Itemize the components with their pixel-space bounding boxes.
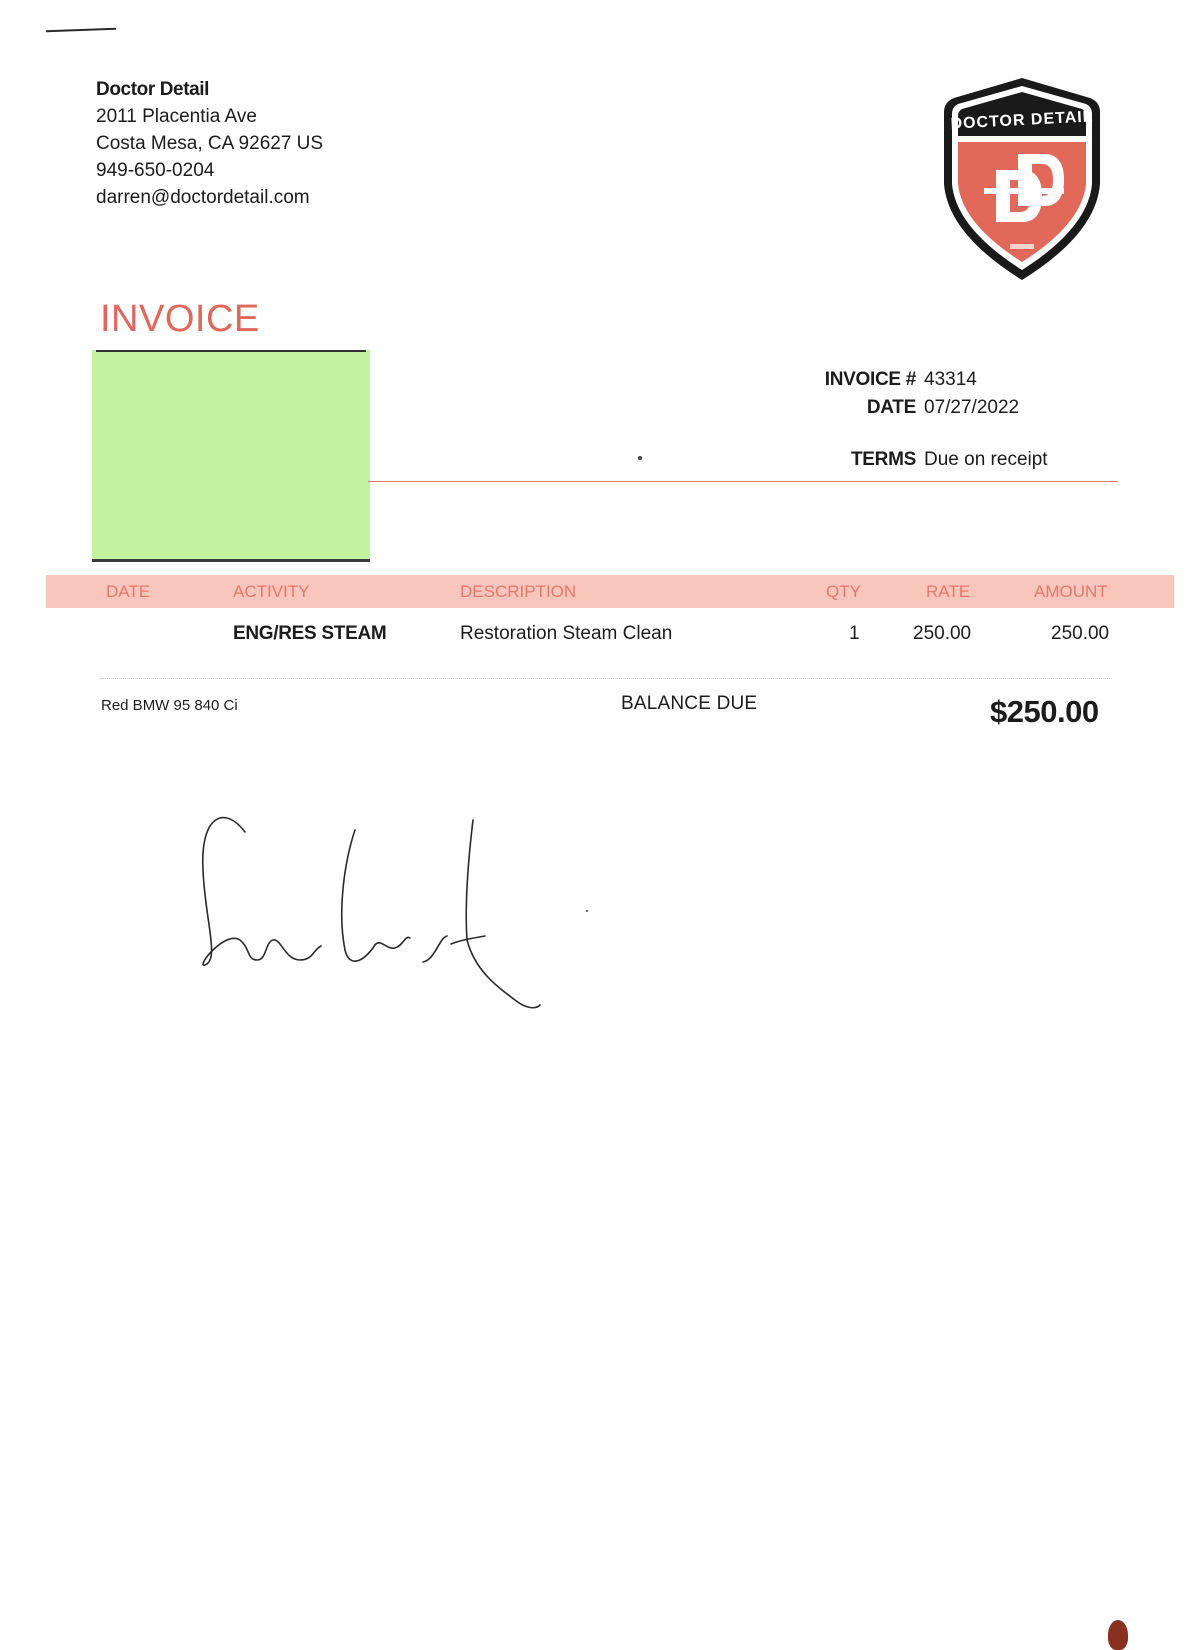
header-description: DESCRIPTION [460,582,577,601]
row-qty: 1 [849,623,860,644]
invoice-date-value: 07/27/2022 [924,397,1020,418]
balance-due-label: BALANCE DUE [621,693,758,714]
invoice-memo: Red BMW 95 840 Ci [101,697,238,714]
table-header [46,575,1174,608]
header-qty: QTY [826,582,861,601]
company-address-line1: 2011 Placentia Ave [96,106,257,127]
scan-stain [1108,1620,1128,1650]
invoice-terms-value: Due on receipt [924,449,1048,470]
header-rate: RATE [926,582,971,601]
row-description: Restoration Steam Clean [460,623,673,644]
company-name: Doctor Detail [96,79,210,100]
company-address-line2: Costa Mesa, CA 92627 US [96,133,324,154]
row-amount: 250.00 [1051,623,1110,644]
logo-text: DOCTOR DETAIL [950,108,1094,133]
company-phone: 949-650-0204 [96,160,215,181]
balance-due-amount: $250.00 [990,694,1099,729]
invoice-terms-label: TERMS [850,449,916,470]
header-date: DATE [106,582,151,601]
redacted-customer-info [92,350,370,562]
header-divider [368,481,1118,482]
invoice-number-label: INVOICE # [824,369,916,390]
invoice-terms-row [790,446,1048,474]
document-title: INVOICE [100,298,260,340]
row-activity: ENG/RES STEAM [233,623,387,644]
invoice-date-row [790,394,1048,422]
scan-speck [638,456,642,460]
scan-mark [46,28,116,32]
invoice-date-label: DATE [866,397,916,418]
signature [195,810,565,1020]
invoice-number-value: 43314 [924,369,977,390]
redaction-top-edge [96,350,366,352]
table-bottom-divider [100,678,1112,679]
scan-speck [586,910,588,912]
invoice-meta [790,366,1048,474]
company-logo [940,74,1104,284]
invoice-number-row [790,366,1048,394]
table-row [46,616,1174,656]
row-rate: 250.00 [913,623,972,644]
header-amount: AMOUNT [1034,582,1108,601]
company-email: darren@doctordetail.com [96,187,310,208]
company-info [96,76,323,211]
header-activity: ACTIVITY [233,582,310,601]
